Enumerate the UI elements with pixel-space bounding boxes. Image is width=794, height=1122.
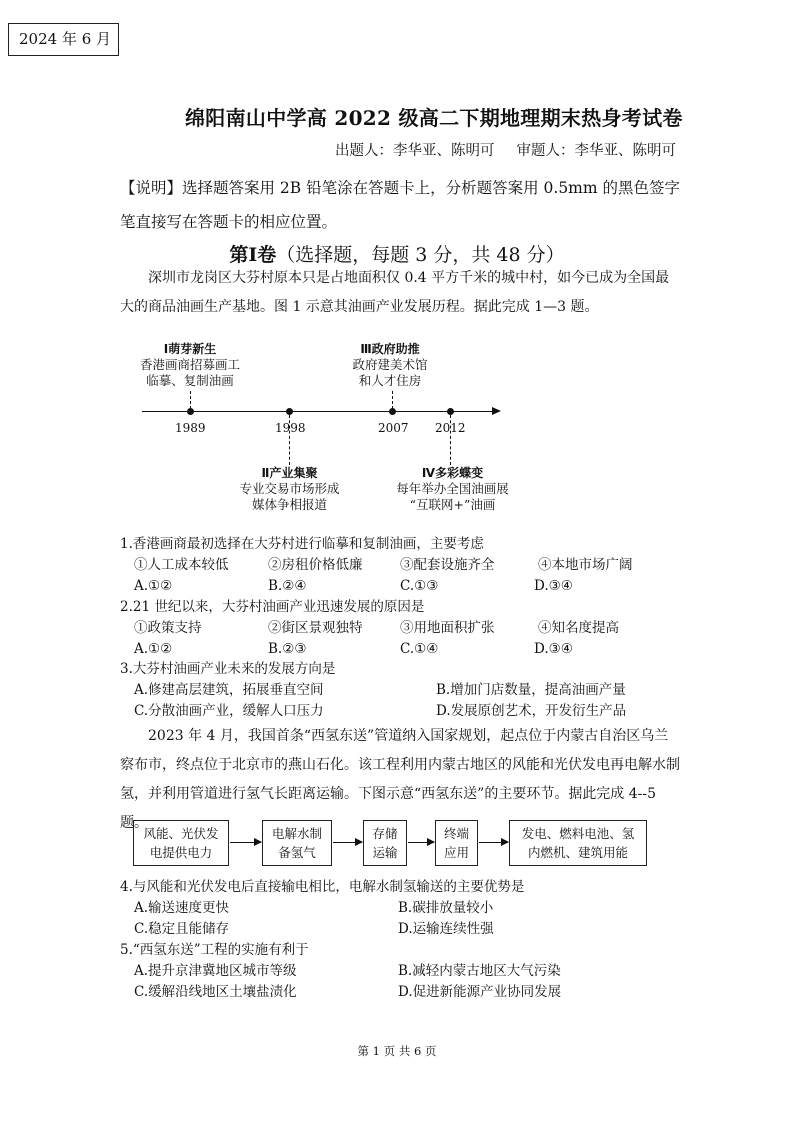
timeline-arrow-icon [492, 407, 501, 415]
flow-text: 运输 [372, 845, 398, 860]
flow-step-uses [509, 820, 647, 866]
option-a: A.修建高层建筑，拓展垂直空间 [134, 682, 324, 698]
timeline-dot [187, 408, 194, 415]
stage-line: “互联网+”油画 [409, 497, 496, 512]
statement-row [120, 555, 680, 576]
statement: ②街区景观独特 [268, 620, 363, 636]
option-row [120, 919, 680, 940]
statement: ①政策支持 [134, 620, 202, 636]
timeline-dot [447, 408, 454, 415]
passage-2: 2023 年 4 月，我国首条“西氢东送”管道纳入国家规划，起点位于内蒙古自治区乌兰察布市，终点位于北京市的燕山石化。该工程利用内蒙古地区的风能和光伏发电再电解水制氢，并利用管道进行氢气长距离运输。下图示意“西氢东送”的主要环节。据此完成 4--5 题。 [120, 728, 680, 831]
statement: ④本地市场广阔 [538, 557, 633, 573]
option-c: C.①③ [400, 578, 439, 594]
flow-text: 电提供电力 [149, 845, 213, 860]
option-d: D.运输连续性强 [398, 921, 494, 937]
year-label: 1989 [175, 421, 206, 435]
option-a: A.①② [134, 578, 173, 594]
timeline-stage-2 [227, 465, 352, 513]
stage-line: 香港画商招募画工 [139, 357, 240, 372]
page-footer: 第 1 页 共 6 页 [357, 1044, 437, 1058]
statement: ③用地面积扩张 [400, 620, 495, 636]
option-b: B.②③ [268, 641, 307, 657]
stage-line: 媒体争相报道 [251, 497, 327, 512]
option-d: D.促进新能源产业协同发展 [398, 984, 562, 1000]
flow-step-electrolysis [262, 820, 332, 866]
option-c: C.稳定且能储存 [134, 921, 230, 937]
option-a: A.提升京津冀地区城市等级 [134, 963, 297, 979]
connector-dash [392, 391, 393, 409]
question-2 [120, 597, 680, 660]
option-row [120, 898, 680, 919]
flow-arrow-icon [333, 842, 362, 843]
flow-step-terminal [435, 820, 478, 866]
option-row [120, 680, 680, 701]
option-c: C.缓解沿线地区土壤盐渍化 [134, 984, 297, 1000]
authors-line [335, 139, 676, 160]
statement: ④知名度提高 [538, 620, 619, 636]
exam-title: 绵阳南山中学高 2022 级高二下期地理期末热身考试卷 [185, 106, 683, 130]
setter-label: 出题人：李华亚、陈明可 [335, 143, 495, 159]
option-a: A.①② [134, 641, 173, 657]
year-label: 2012 [435, 421, 466, 435]
timeline-stage-4 [385, 465, 520, 513]
option-row [120, 961, 680, 982]
flow-arrow-icon [408, 842, 434, 843]
flow-text: 应用 [443, 845, 469, 860]
stage-line: 政府建美术馆 [352, 357, 428, 372]
option-row [120, 982, 680, 1003]
option-b: B.②④ [268, 578, 307, 594]
question-5 [120, 940, 680, 1003]
flow-arrow-icon [230, 842, 261, 843]
flow-text: 内燃机、建筑用能 [527, 845, 628, 860]
question-4 [120, 877, 680, 940]
flow-text: 备氢气 [278, 845, 316, 860]
flow-step-storage [363, 820, 407, 866]
stage-line: 专业交易市场形成 [239, 481, 340, 496]
option-b: B.减轻内蒙古地区大气污染 [398, 963, 561, 979]
option-d: D.③④ [534, 641, 573, 657]
hydrogen-flow-diagram [133, 820, 653, 868]
question-3 [120, 659, 680, 722]
flow-step-power [133, 820, 229, 866]
oil-painting-timeline-figure [130, 333, 530, 523]
option-row [120, 701, 680, 722]
flow-text: 电解水制 [271, 826, 322, 841]
flow-text: 发电、燃料电池、氢 [521, 826, 635, 841]
statement-row [120, 618, 680, 639]
timeline-dot [389, 408, 396, 415]
question-stem: 5.“西氢东送”工程的实施有利于 [120, 942, 309, 958]
section-desc: （选择题，每题 3 分，共 48 分） [276, 244, 565, 266]
stage-line: 每年举办全国油画展 [396, 481, 509, 496]
question-stem: 1.香港画商最初选择在大芬村进行临摹和复制油画，主要考虑 [120, 536, 484, 552]
flow-text: 终端 [443, 826, 469, 841]
year-label: 1998 [275, 421, 306, 435]
flow-arrow-icon [479, 842, 508, 843]
date-box: 2024 年 6 月 [8, 23, 119, 56]
option-d: D.发展原创艺术，开发衍生产品 [436, 703, 627, 719]
connector-dash [190, 391, 191, 409]
option-row [120, 576, 680, 597]
question-1 [120, 534, 680, 597]
stage-title: Ⅰ萌芽新生 [163, 342, 217, 356]
section-name: 第Ⅰ卷 [229, 244, 277, 266]
option-b: B.增加门店数量，提高油画产量 [436, 682, 626, 698]
question-stem: 3.大芬村油画产业未来的发展方向是 [120, 661, 336, 677]
timeline-dot [286, 408, 293, 415]
reviewer-label: 审题人：李华亚、陈明可 [516, 143, 676, 159]
option-c: C.分散油画产业，缓解人口压力 [134, 703, 324, 719]
question-stem: 2.21 世纪以来，大芬村油画产业迅速发展的原因是 [120, 599, 425, 615]
stage-title: Ⅳ多彩蝶变 [421, 466, 484, 480]
flow-text: 存储 [372, 826, 398, 841]
statement: ②房租价格低廉 [268, 557, 363, 573]
year-label: 2007 [378, 421, 409, 435]
timeline-axis [142, 411, 494, 412]
passage-1: 深圳市龙岗区大芬村原本只是占地面积仅 0.4 平方千米的城中村，如今已成为全国最大的商品油画生产基地。图 1 示意其油画产业发展历程。据此完成 1—3 题。 [120, 270, 670, 315]
stage-line: 和人才住房 [358, 373, 422, 388]
option-c: C.①④ [400, 641, 439, 657]
stage-title: Ⅲ政府助推 [360, 342, 420, 356]
instructions-note: 【说明】选择题答案用 2B 铅笔涂在答题卡上，分析题答案用 0.5mm 的黑色签字笔直接写在答题卡的相应位置。 [120, 179, 681, 231]
stage-line: 临摹、复制油画 [146, 373, 234, 388]
option-row [120, 639, 680, 660]
question-stem: 4.与风能和光伏发电后直接输电相比，电解水制氢输送的主要优势是 [120, 879, 525, 895]
flow-text: 风能、光伏发 [143, 826, 219, 841]
section-heading [0, 240, 794, 267]
option-a: A.输送速度更快 [134, 900, 230, 916]
stage-title: Ⅱ产业集聚 [261, 466, 318, 480]
option-b: B.碳排放量较小 [398, 900, 494, 916]
statement: ①人工成本较低 [134, 557, 229, 573]
statement: ③配套设施齐全 [400, 557, 495, 573]
option-d: D.③④ [534, 578, 573, 594]
timeline-stage-1 [120, 341, 260, 389]
timeline-stage-3 [325, 341, 455, 389]
